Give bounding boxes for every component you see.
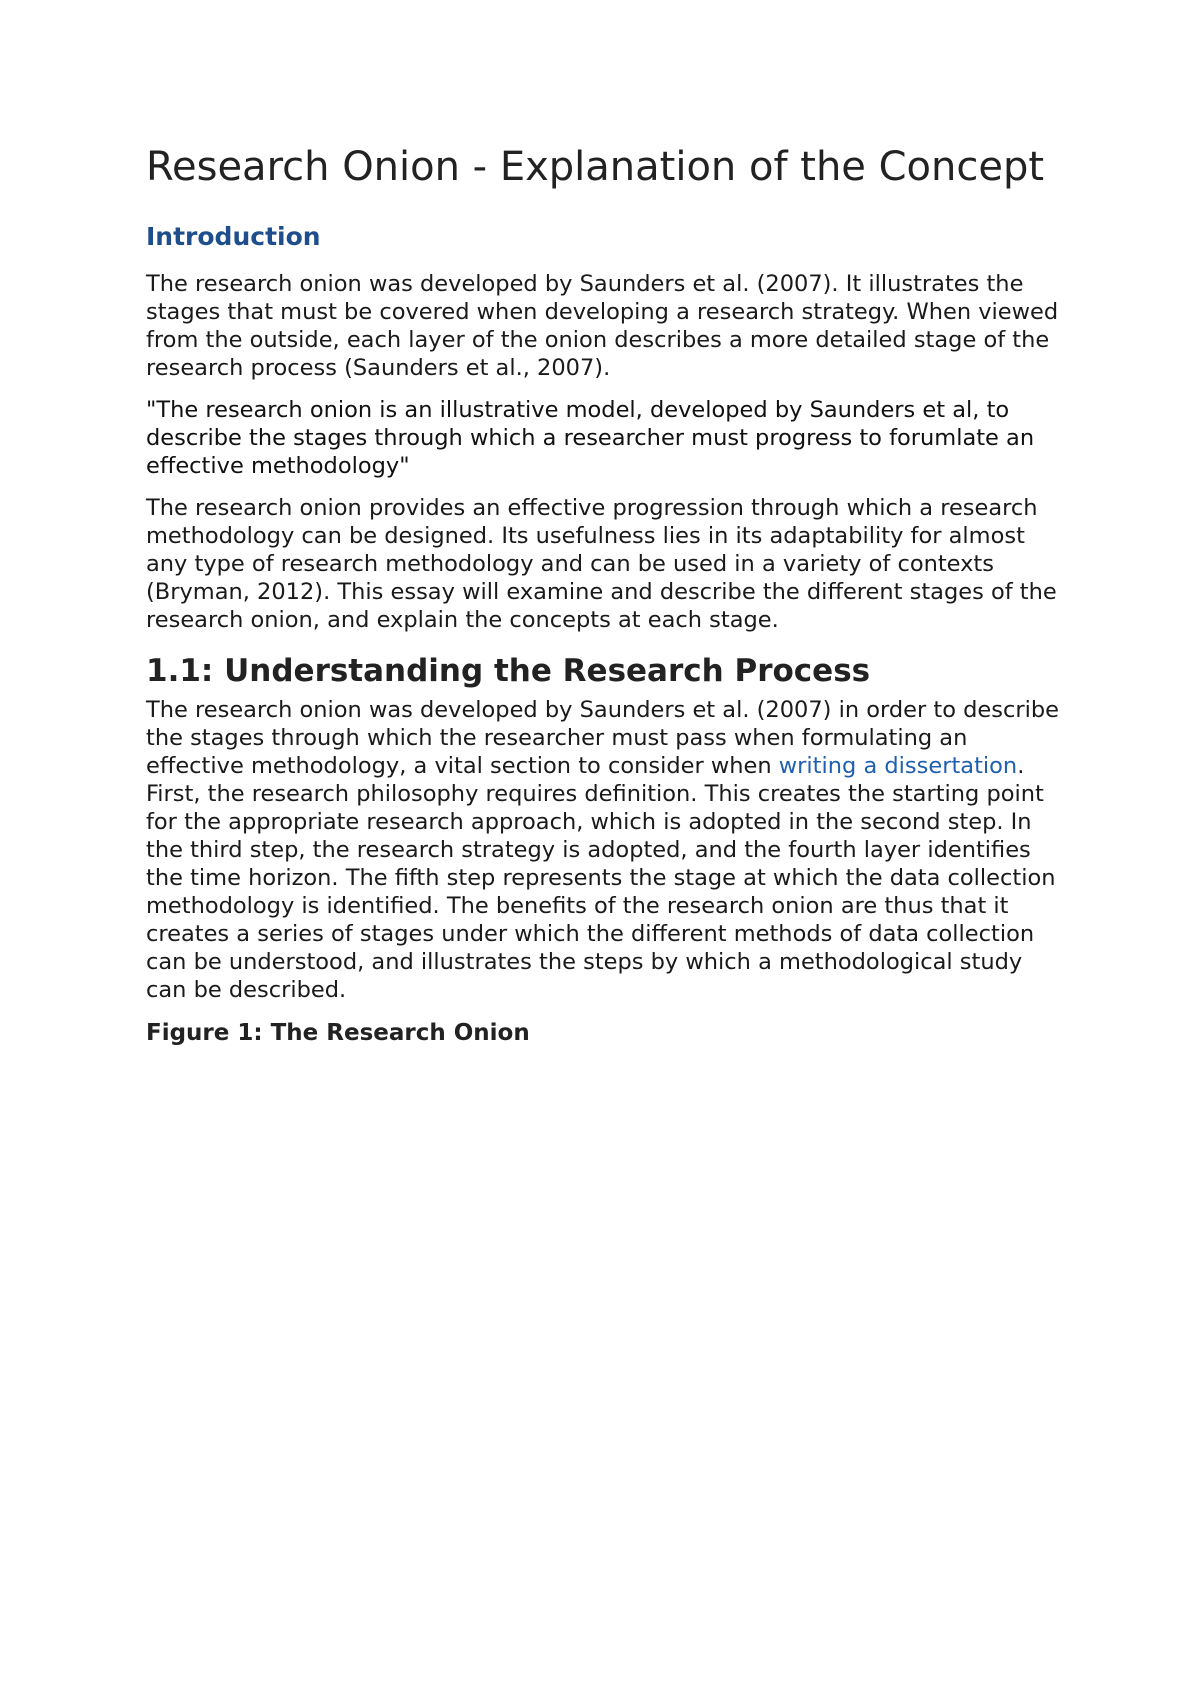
intro-paragraph-1: The research onion was developed by Saunders et al. (2007). It illustrates the stages that must be covered when developing a research strategy. When viewed from the outside, each layer of the onion describes a more detailed stage of the research process (Saunders et al., 2007). <box>146 271 1059 381</box>
section-1-1-paragraph <box>146 696 1066 1004</box>
section-heading-1-1: 1.1: Understanding the Research Process <box>146 653 871 689</box>
page-title: Research Onion - Explanation of the Concept <box>146 144 1045 190</box>
intro-paragraph-2: The research onion provides an effective progression through which a research methodology can be designed. Its usefulness lies in its adaptability for almost any type of research methodology and can be used in a variety of contexts (Bryman, 2012). This essay will examine and describe the different stages of the research onion, and explain the concepts at each stage. <box>146 495 1057 633</box>
section-1-1-text-after-link: . First, the research philosophy requires definition. This creates the starting point for the appropriate research approach, which is adopted in the second step. In the third step, the research strategy is adopted, and the fourth layer identifies the time horizon. The fifth step represents the stage at which the data collection methodology is identified. The benefits of the research onion are thus that it creates a series of stages under which the different methods of data collection can be understood, and illustrates the steps by which a methodological study can be described. <box>146 753 1056 1003</box>
document-page <box>146 142 1066 1048</box>
section-1-1-text-before-link: The research onion was developed by Saunders et al. (2007) in order to describe the stages through which the researcher must pass when formulating an effective methodology, a vital section to consider when <box>146 697 1059 779</box>
writing-dissertation-link[interactable]: writing a dissertation <box>778 753 1018 779</box>
intro-quote: "The research onion is an illustrative model, developed by Saunders et al, to describe the stages through which a researcher must progress to forumlate an effective methodology" <box>146 397 1035 479</box>
introduction-heading: Introduction <box>146 222 321 251</box>
figure-caption: Figure 1: The Research Onion <box>146 1020 530 1046</box>
